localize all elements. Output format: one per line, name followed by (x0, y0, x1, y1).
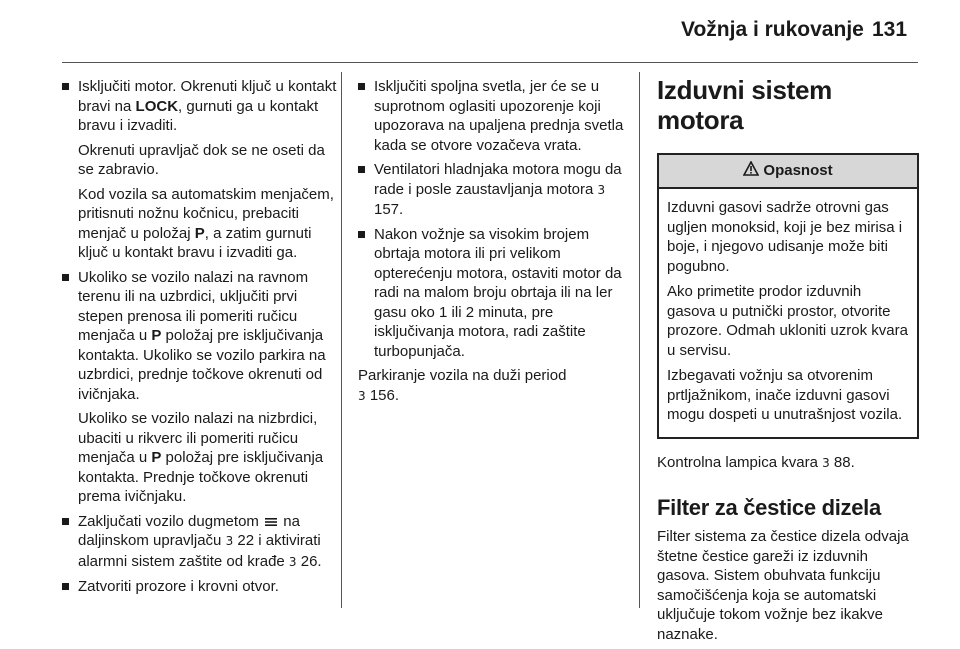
paragraph: Izbegavati vožnju sa otvorenim prtljažnikom, inače izduvni gasovi mogu dospeti u unutrašnjost vozila. (667, 367, 903, 423)
page-reference-icon: 3 (288, 554, 297, 569)
lock-button-icon (265, 517, 277, 527)
warning-title: Opasnost (763, 162, 833, 180)
list-item: Ukoliko se vozilo nalazi na ravnom terenu ili na uzbrdici, uključiti prvi stepen prenosa ili pomeriti ručicu menjača u P položaj pre isključivanja kontakta. Ukoliko se vozilo parkira na uzbrdici, prednje točkove okrenuti od ivičnjaka. (62, 268, 337, 405)
warning-triangle-icon (743, 161, 759, 182)
list-item: Zaključati vozilo dugmetom na daljinskom upravljaču 3 22 i aktivirati alarmni sistem zaštite od krađe 3 26. (62, 512, 337, 573)
page-reference[interactable]: 156. (369, 386, 400, 404)
list-item: Isključiti spoljna svetla, jer će se u suprotnom oglasiti upozorenje koji upozorava na upaljena prednja svetla kada se otvore vozačeva vrata. (358, 77, 630, 155)
paragraph: Kod vozila sa automatskim menjačem, pritisnuti nožnu kočnicu, prebaciti menjač u položaj P, a zatim gurnuti ključ u kontakt bravu i izvaditi ga. (78, 185, 334, 261)
paragraph: Parkiranje vozila na duži period 3 156. (358, 367, 567, 404)
key-position-lock: LOCK (135, 97, 179, 115)
paragraph: Izduvni gasovi sadrže otrovni gas ugljen monoksid, koji je bez mirisa i boje, i njegovo udisanje može biti pogubno. (667, 199, 903, 275)
column-divider-2 (639, 72, 640, 608)
list-item: Nakon vožnje sa visokim brojem obrtaja motora ili pri velikom opterećenju motora, ostaviti motor da radi na malom broju obrtaja ili na ler gasu oko 1 ili 2 minuta, pre isključivanja motora, radi zaštite turbopunjača. (358, 225, 630, 362)
column-3 (657, 75, 921, 649)
column-1 (62, 77, 337, 602)
page-reference-icon: 3 (597, 182, 606, 197)
warning-box (657, 153, 919, 439)
paragraph: Kontrolna lampica kvara 3 88. (657, 453, 855, 471)
section-heading: Filter za čestice dizela (657, 495, 881, 520)
paragraph: Okrenuti upravljač dok se ne oseti da se zabravio. (78, 141, 325, 178)
page-number: 131 (872, 18, 908, 41)
header-divider (62, 62, 918, 63)
column-divider-1 (341, 72, 342, 608)
running-header-title: Vožnja i rukovanje (681, 18, 864, 41)
list-item: Isključiti motor. Okrenuti ključ u kontakt bravi na LOCK, gurnuti ga u kontakt bravu i izvaditi. (62, 77, 337, 136)
page-reference[interactable]: 22 (237, 532, 255, 549)
page-reference[interactable]: 88. (833, 453, 855, 471)
page-reference-icon: 3 (358, 388, 366, 403)
warning-header (659, 155, 917, 189)
page-reference-icon: 3 (822, 455, 830, 470)
list-item: Ventilatori hladnjaka motora mogu da rade i posle zaustavljanja motora 3 157. (358, 160, 630, 220)
paragraph: Filter sistema za čestice dizela odvaja štetne čestice gareži iz izduvnih gasova. Sistem obuhvata funkciju samočišćenja koja se automatski uključuje tokom vožnje bez ikakve naznake. (657, 528, 909, 643)
column-2 (358, 77, 630, 411)
list-item: Zatvoriti prozore i krovni otvor. (62, 577, 337, 597)
page-reference[interactable]: 26. (300, 552, 322, 570)
page-reference-icon: 3 (225, 534, 234, 548)
section-heading: Izduvni sistem motora (657, 75, 832, 135)
paragraph: Ukoliko se vozilo nalazi na nizbrdici, ubaciti u rikverc ili pomeriti ručicu menjača u P položaj pre isključivanja kontakta. Prednje točkove okrenuti prema ivičnjaku. (78, 410, 324, 505)
page-reference[interactable]: 157. (374, 201, 404, 218)
warning-body (659, 189, 917, 437)
paragraph: Ako primetite prodor izduvnih gasova u putnički prostor, otvorite prozore. Odmah ukloniti uzrok kvara u servisu. (667, 283, 908, 359)
